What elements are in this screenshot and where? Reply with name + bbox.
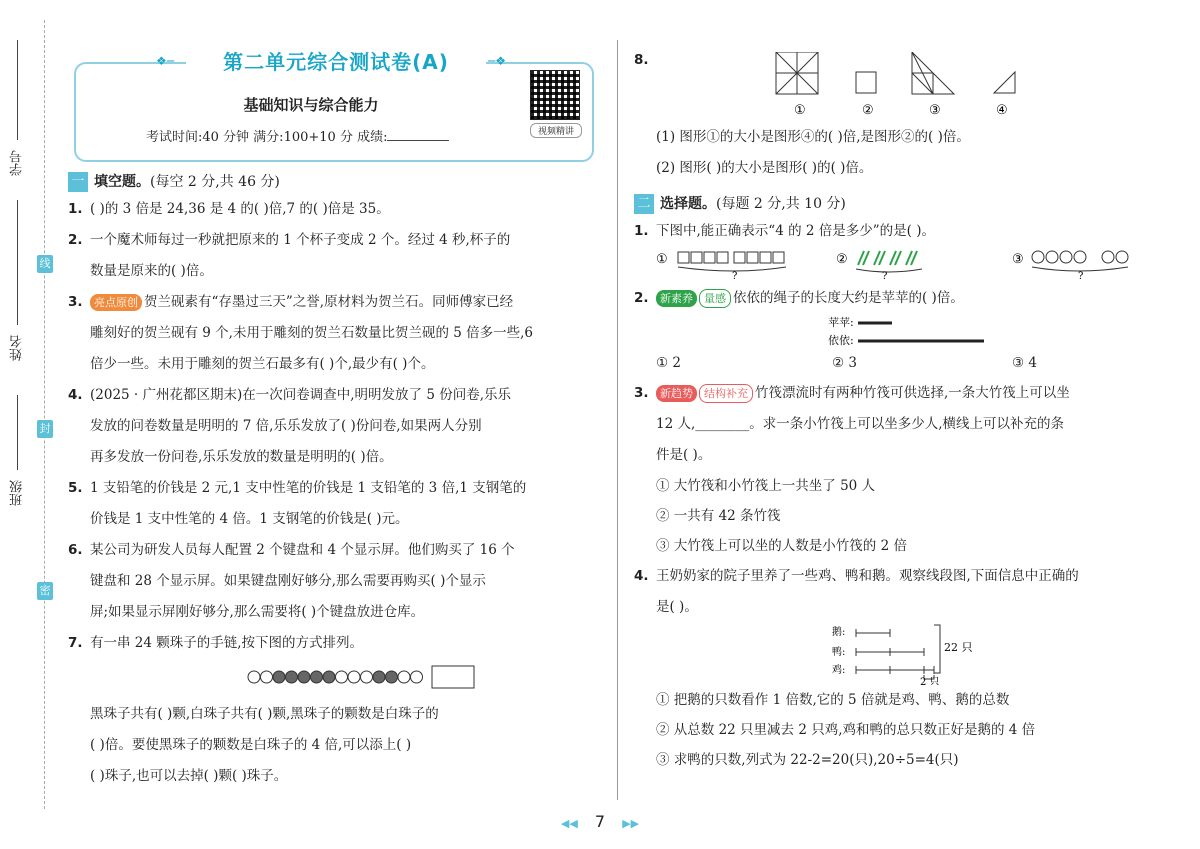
- question-text: 雕刻好的贺兰砚有 9 个,未用于雕刻的贺兰石数量比贺兰砚的 5 倍多一些,6: [90, 325, 534, 341]
- class-label: 班级: [10, 480, 25, 506]
- box: [704, 252, 715, 263]
- option-3[interactable]: ③ 求鸭的只数,列式为 22-2=20(只),20÷5=4(只): [656, 752, 959, 768]
- circle-item: [1046, 251, 1058, 263]
- left-ornament-icon: ❖─: [156, 54, 174, 68]
- page-number: 7: [594, 812, 606, 831]
- circle-item: [1060, 251, 1072, 263]
- choice-1-svg: [634, 247, 1164, 283]
- option-1[interactable]: ① 大竹筏和小竹筏上一共坐了 50 人: [656, 478, 876, 494]
- rope-svg: [634, 314, 1164, 348]
- section-2-header: [634, 192, 1164, 216]
- original-badge: 亮点原创: [90, 294, 142, 311]
- choice-question-3: [634, 378, 1164, 471]
- question-text: 屏;如果显示屏刚好够分,那么需要将( )个键盘放进仓库。: [90, 604, 425, 620]
- question-text: 一个魔术师每过一秒就把原来的 1 个杯子变成 2 个。经过 4 秒,杯子的: [90, 232, 511, 248]
- question-number: 2.: [68, 232, 83, 248]
- total-brace: [934, 625, 940, 673]
- option-3-marker: ③: [1012, 252, 1024, 267]
- box: [734, 252, 745, 263]
- circle-item: [1102, 251, 1114, 263]
- box: [760, 252, 771, 263]
- question-3: [68, 287, 598, 380]
- box: [773, 252, 784, 263]
- question-text: 1 支铅笔的价钱是 2 元,1 支中性笔的价钱是 1 支铅笔的 3 倍,1 支钢笔的: [90, 480, 527, 496]
- section-2-title: 选择题。: [660, 196, 716, 212]
- bead-bracelet-figure: [90, 661, 598, 695]
- option-2-sticks: [856, 251, 922, 272]
- question-text: 发放的问卷数量是明明的 7 倍,乐乐发放了( )份问卷,如果两人分别: [90, 418, 482, 434]
- bead-bracelet-svg: [90, 661, 590, 695]
- score-blank[interactable]: [387, 140, 449, 141]
- exam-info: [146, 126, 449, 145]
- quantity-badge: 量感: [699, 289, 731, 308]
- next-arrow-icon: ▶▶: [622, 817, 640, 830]
- option-1-boxes: [678, 252, 786, 271]
- question-number: 7.: [68, 635, 83, 651]
- question-text: 12 人,________。求一条小竹筏上可以坐多少人,横线上可以补充的条: [656, 416, 1065, 432]
- shapes-figure: [634, 52, 1164, 122]
- question-text: (1) 图形①的大小是图形④的( )倍,是图形②的( )倍。: [656, 129, 970, 145]
- option-1[interactable]: ① 把鹅的只数看作 1 倍数,它的 5 倍就是鸡、鸭、鹅的总数: [656, 692, 1010, 708]
- rope-label-a: 苹苹:: [828, 316, 854, 329]
- choice-question-2: [634, 283, 1164, 314]
- option-2-marker: ②: [836, 252, 848, 267]
- section-2-number: 二: [634, 194, 654, 214]
- box: [717, 252, 728, 263]
- question-text: 件是( )。: [656, 447, 712, 463]
- question-text: ( )倍。要使黑珠子的颗数是白珠子的 4 倍,可以添上( ): [90, 737, 412, 753]
- black-bead: [273, 671, 285, 683]
- shape-label-4: ④: [996, 103, 1008, 118]
- question-number: 1.: [634, 223, 649, 239]
- brace: [856, 269, 922, 272]
- question-number: 8.: [634, 52, 649, 68]
- question-text: 数量是原来的( )倍。: [90, 263, 213, 279]
- box: [747, 252, 758, 263]
- cut-line: [44, 20, 45, 809]
- class-line: [17, 395, 18, 470]
- right-ornament-icon: ─❖: [488, 54, 506, 68]
- bracelet-clasp: [432, 666, 474, 688]
- question-number: 1.: [68, 201, 83, 217]
- prev-arrow-icon: ◀◀: [560, 817, 578, 830]
- seal-tag-seal: 封: [37, 420, 53, 438]
- option-3[interactable]: ③ 大竹筏上可以坐的人数是小竹筏的 2 倍: [656, 538, 907, 554]
- column-divider: [617, 40, 618, 800]
- seal-tag-line: 线: [37, 255, 53, 273]
- circle-item: [1116, 251, 1128, 263]
- binding-margin: [0, 0, 62, 849]
- question-text: 是( )。: [656, 599, 698, 615]
- box: [678, 252, 689, 263]
- question-text: 王奶奶家的院子里养了一些鸡、鸭和鹅。观察线段图,下面信息中正确的: [656, 568, 1079, 584]
- question-text: ( )的 3 倍是 24,36 是 4 的( )倍,7 的( )倍是 35。: [90, 201, 390, 217]
- option-3[interactable]: ③ 4: [1012, 355, 1037, 371]
- student-id-label: 学号: [10, 150, 25, 176]
- shape-3: [912, 52, 954, 94]
- question-text: 下图中,能正确表示“4 的 2 倍是多少”的是( )。: [656, 223, 935, 239]
- question-number: 4.: [68, 387, 83, 403]
- section-1-number: 一: [68, 172, 88, 192]
- question-text: 再多发放一份问卷,乐乐发放的数量是明明的( )倍。: [90, 449, 393, 465]
- option-1-marker: ①: [656, 252, 668, 267]
- white-bead: [361, 671, 373, 683]
- exam-info-text: 考试时间:40 分钟 满分:100+10 分 成绩:: [146, 130, 388, 145]
- student-id-line: [17, 40, 18, 140]
- option-1-question-mark: ?: [732, 271, 738, 282]
- black-bead: [298, 671, 310, 683]
- option-3-question-mark: ?: [1078, 271, 1084, 282]
- option-2[interactable]: ② 一共有 42 条竹筏: [656, 508, 781, 524]
- option-2[interactable]: ② 3: [832, 355, 857, 371]
- question-text: 某公司为研发人员每人配置 2 个键盘和 4 个显示屏。他们购买了 16 个: [90, 542, 515, 558]
- shape-label-2: ②: [862, 103, 874, 118]
- question-number: 5.: [68, 480, 83, 496]
- qr-code[interactable]: [530, 70, 582, 144]
- black-bead: [386, 671, 398, 683]
- question-number: 3.: [68, 294, 83, 310]
- qr-caption: 视频精讲: [530, 123, 582, 138]
- total-label: 22 只: [944, 641, 973, 654]
- question-text: 倍少一些。未用于雕刻的贺兰石最多有( )个,最少有( )个。: [90, 356, 435, 372]
- choice-1-figures: [634, 247, 1164, 283]
- white-bead: [248, 671, 260, 683]
- question-5: [68, 473, 598, 535]
- question-1: [68, 194, 598, 225]
- circle-item: [1032, 251, 1044, 263]
- structure-badge: 结构补充: [699, 384, 753, 403]
- shape-4: [994, 72, 1015, 93]
- shapes-svg: [634, 52, 1154, 122]
- box: [691, 252, 702, 263]
- page-footer: [0, 812, 1200, 831]
- title-banner: [186, 46, 486, 78]
- question-text: 黑珠子共有( )颗,白珠子共有( )颗,黑珠子的颗数是白珠子的: [90, 706, 439, 722]
- white-bead: [398, 671, 410, 683]
- choice-question-4: [634, 561, 1164, 623]
- white-bead: [261, 671, 273, 683]
- white-bead: [336, 671, 348, 683]
- black-bead: [323, 671, 335, 683]
- name-label: 姓名: [10, 335, 25, 361]
- white-bead: [411, 671, 423, 683]
- black-bead: [373, 671, 385, 683]
- choice-question-1: [634, 216, 1164, 247]
- test-header: [74, 50, 594, 162]
- question-6: [68, 535, 598, 628]
- rope-figure: [634, 314, 1164, 348]
- left-column: [68, 52, 598, 792]
- circle-item: [1074, 251, 1086, 263]
- segment-svg: [634, 623, 1164, 685]
- new-trend-badge: 新趋势: [656, 385, 697, 402]
- question-text: (2025 · 广州花都区期末)在一次问卷调查中,明明发放了 5 份问卷,乐乐: [90, 387, 512, 403]
- extra-label: 2 只: [920, 677, 940, 685]
- question-number: 4.: [634, 568, 649, 584]
- duck-label: 鸭:: [832, 647, 846, 658]
- right-column: [634, 52, 1164, 775]
- white-bead: [348, 671, 360, 683]
- question-text: (2) 图形( )的大小是图形( )的( )倍。: [656, 160, 873, 176]
- question-2: [68, 225, 598, 287]
- shape-label-3: ③: [929, 103, 941, 118]
- question-number: 3.: [634, 385, 649, 401]
- black-bead: [286, 671, 298, 683]
- option-2[interactable]: ② 从总数 22 只里减去 2 只鸡,鸡和鸭的总只数正好是鹅的 4 倍: [656, 722, 1036, 738]
- section-1-note: (每空 2 分,共 46 分): [150, 174, 280, 190]
- question-text: ( )珠子,也可以去掉( )颗( )珠子。: [90, 768, 288, 784]
- shape-label-1: ①: [794, 103, 806, 118]
- question-text: 竹筏漂流时有两种竹筏可供选择,一条大竹筏上可以坐: [755, 385, 1070, 401]
- rope-label-b: 依依:: [828, 334, 854, 347]
- question-7: [68, 628, 598, 792]
- question-text: 依依的绳子的长度大约是苹苹的( )倍。: [733, 290, 964, 306]
- shape-2: [856, 72, 876, 93]
- qr-code-icon: [530, 70, 580, 120]
- question-8-parts: [634, 122, 1164, 184]
- option-3-circles: [1032, 251, 1128, 271]
- option-2-question-mark: ?: [882, 271, 888, 282]
- question-number: 2.: [634, 290, 649, 306]
- question-4: [68, 380, 598, 473]
- option-1[interactable]: ① 2: [656, 355, 681, 371]
- black-bead: [311, 671, 323, 683]
- subtitle: 基础知识与综合能力: [243, 96, 379, 114]
- shape-1: [776, 52, 818, 94]
- choice-2-options: [634, 348, 1164, 378]
- question-number: 6.: [68, 542, 83, 558]
- section-2-note: (每题 2 分,共 10 分): [716, 196, 846, 212]
- question-text: 价钱是 1 支中性笔的 4 倍。1 支钢笔的价钱是( )元。: [90, 511, 409, 527]
- seal-tag-secret: 密: [37, 582, 53, 600]
- name-line: [17, 200, 18, 325]
- question-text: 贺兰砚素有“存墨过三天”之誉,原材料为贺兰石。同师傅家已经: [144, 294, 514, 310]
- page-title: 第二单元综合测试卷(A): [223, 50, 449, 74]
- question-text: 有一串 24 颗珠子的手链,按下图的方式排列。: [90, 635, 364, 651]
- question-text: 键盘和 28 个显示屏。如果键盘刚好够分,那么需要再购买( )个显示: [90, 573, 486, 589]
- goose-label: 鹅:: [832, 627, 846, 638]
- chicken-label: 鸡:: [832, 665, 846, 676]
- line-segment-diagram: [634, 623, 1164, 685]
- section-1-header: [68, 170, 598, 194]
- new-literacy-badge: 新素养: [656, 290, 697, 307]
- section-1-title: 填空题。: [94, 174, 150, 190]
